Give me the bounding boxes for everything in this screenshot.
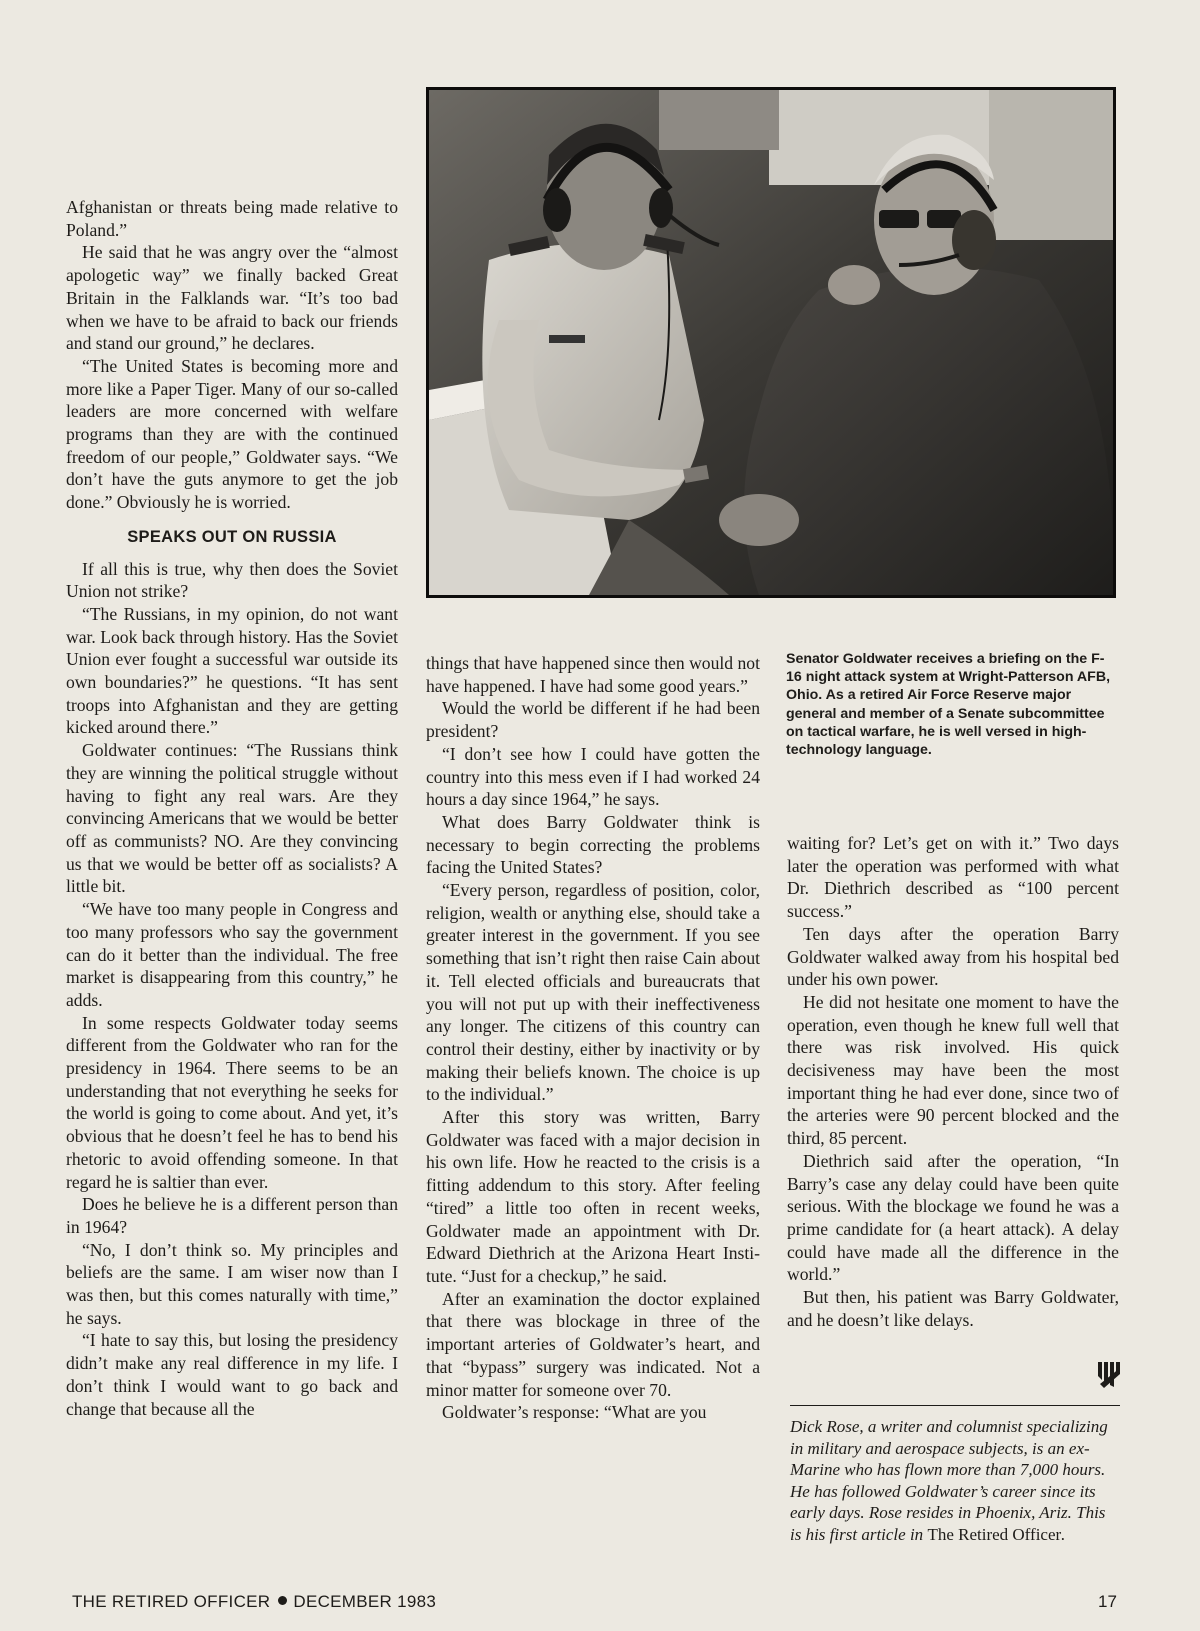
paragraph: “I don’t see how I could have gotten the country into this mess even if I had worked 24 hours a day since 1964,” he says. bbox=[426, 743, 760, 810]
retired-officer-end-mark-icon bbox=[1096, 1360, 1122, 1390]
paragraph: waiting for? Let’s get on with it.” Two days later the operation was performed with what Dr. Diethrich described as “100 percent success.” bbox=[787, 833, 1119, 922]
paragraph: But then, his patient was Barry Goldwater, and he doesn’t like delays. bbox=[787, 1287, 1119, 1330]
page-number: 17 bbox=[1098, 1592, 1117, 1611]
paragraph: After this story was written, Barry Goldwater was faced with a major decision in his own life. How he reacted to the crisis is a fitting addendum to this story. After feeling “tired” a little too often in recent weeks, Goldwater made an appointment with Dr. Edward Diethrich at the Arizona Heart Institute. “Just for a checkup,” he said. bbox=[426, 1107, 760, 1286]
bullet-icon bbox=[278, 1596, 287, 1605]
paragraph: In some respects Goldwater today seems different from the Goldwater who ran for the presidency in 1964. There seems to be an understanding that not everything he seeks for the world is going to come about. And yet, it’s obvious that he doesn’t feel he has to bend his rhetoric to avoid offending someone. In that regard he is saltier than ever. bbox=[66, 1012, 398, 1192]
paragraph: Goldwater continues: “The Russians think they are winning the political struggle without having to fight any real wars. Are they convincing Americans that we would be better off as communists? NO. Are they convincing us that we would be better off as socialists? A little bit. bbox=[66, 740, 398, 897]
paragraph: What does Barry Goldwater think is necessary to begin correcting the problems facing the United States? bbox=[426, 811, 760, 878]
paragraph: Afghanistan or threats being made relative to Poland.” bbox=[66, 197, 398, 240]
publication-name: The Retired Officer bbox=[927, 1524, 1062, 1544]
photo-of-officer-briefing-senator bbox=[429, 90, 1113, 595]
author-bio bbox=[790, 1405, 1120, 1546]
paragraph: Ten days after the operation Barry Goldwater walked away from his hospital bed under his own power. bbox=[787, 923, 1119, 990]
paragraph: After an examination the doctor explained that there was blockage in three of the important arteries of Goldwater’s heart, and that “bypass” surgery was indicated. Not a minor matter for someone over 70. bbox=[426, 1288, 760, 1400]
photo-caption: Senator Goldwater receives a briefing on the F-16 night attack system at Wright-Patterson AFB, Ohio. As a retired Air Force Reserve major general and member of a Senate subcommittee on tactical warfare, he is well versed in high-technology language. bbox=[786, 651, 1111, 759]
bio-period: . bbox=[1061, 1524, 1066, 1544]
paragraph: He did not hesitate one moment to have the operation, even though he knew full well that there was risk involved. His quick decisiveness may have been the most important thing he had ever done, since two of the arteries were 90 percent blocked and the third, 85 percent. bbox=[787, 991, 1119, 1149]
paragraph: Would the world be different if he had been president? bbox=[426, 698, 760, 742]
paragraph: “The United States is becoming more and more like a Paper Tiger. Many of our so-called leaders are more concerned with welfare programs than they are with the continued freedom of our people,” Goldwater says. “We don’t have the guts anymore to get the job done.” Obviously he is worried. bbox=[66, 355, 398, 513]
paragraph: “Every person, regardless of position, color, religion, wealth or anything else, should take a greater interest in the government. If you see something that isn’t right then raise Cain about it. Tell elected officials and bureaucrats that you will not put up with their ineffectiveness any longer. The citizens of this country can control their destiny, either by inactivity or by making their beliefs known. The choice is up to the individual.” bbox=[426, 880, 760, 1105]
paragraph: He said that he was angry over the “almost apologetic way” we finally backed Great Britain in the Falklands war. “It’s too bad when we have to be afraid to back our friends and stand our ground,” he declares. bbox=[66, 242, 398, 354]
paragraph: “We have too many people in Congress and too many professors who say the government can do it better than the individual. The free market is disappearing from this country,” he adds. bbox=[66, 899, 398, 1010]
article-column-1 bbox=[66, 196, 398, 1420]
paragraph: “No, I don’t think so. My principles and beliefs are the same. I am wiser now than I was then, but this comes naturally with time,” he says. bbox=[66, 1239, 398, 1328]
paragraph: things that have happened since then would not have happened. I have had some good years.” bbox=[426, 653, 760, 696]
paragraph: If all this is true, why then does the Soviet Union not strike? bbox=[66, 558, 398, 602]
paragraph: Does he believe he is a different person than in 1964? bbox=[66, 1194, 398, 1237]
issue-date: DECEMBER 1983 bbox=[293, 1592, 437, 1611]
article-column-2 bbox=[426, 652, 760, 1424]
subheading: SPEAKS OUT ON RUSSIA bbox=[127, 527, 337, 546]
paragraph: Diethrich said after the operation, “In Barry’s case any delay could have been quite serious. With the blockage we found he was a prime candidate for (a heart attack). A delay could have made all the difference in the world.” bbox=[787, 1150, 1119, 1285]
paragraph: “The Russians, in my opinion, do not want war. Look back through history. Has the Soviet Union ever fought a successful war outside its own boundaries?” he questions. “It has sent troops into Afghanistan and they are getting kicked around there.” bbox=[66, 603, 398, 738]
photo bbox=[426, 87, 1116, 598]
paragraph: Goldwater’s response: “What are you bbox=[442, 1402, 707, 1423]
magazine-title: THE RETIRED OFFICER bbox=[72, 1592, 271, 1611]
footer bbox=[72, 1592, 436, 1612]
article-column-3 bbox=[787, 832, 1119, 1331]
author-bio-text: Dick Rose, a writer and columnist specializing in military and aerospace subjects, is an ex-Marine who has flown more than 7,000 hours. He has followed Goldwater’s career since its early days. Rose resides in Phoenix, Ariz. This is his first article in bbox=[790, 1417, 1108, 1544]
paragraph: “I hate to say this, but losing the presidency didn’t make any real difference in my life. I don’t think I would want to go back and change that because all the bbox=[66, 1330, 398, 1419]
